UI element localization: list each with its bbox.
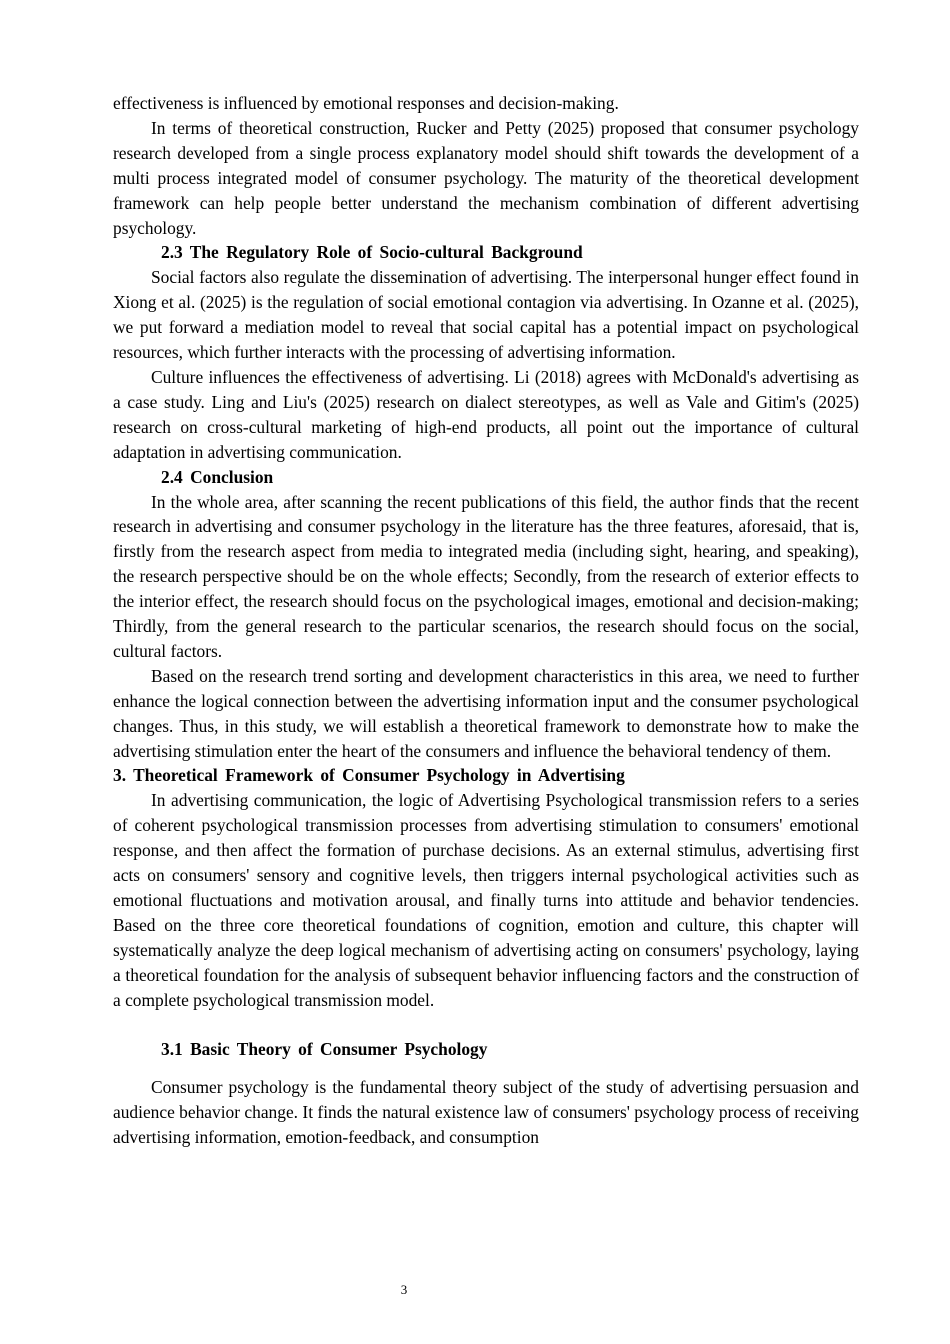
paragraph-conclusion: In the whole area, after scanning the recent publications of this field, the author finds that the recent research in advertising and consumer psychology in the literature has the three features, aforesaid, that is, firstly from the research aspect from media to integrated media (including sight, hearing, and speaking), the research perspective should be on the whole effects; Secondly, from the research of exterior effects to the interior effect, the research should focus on the psychological images, emotional and decision-making; Thirdly, from the general research to the particular scenarios, the research should focus on the social, cultural factors. (113, 491, 859, 661)
paragraph-continuation: effectiveness is influenced by emotional responses and decision-making. (113, 93, 619, 113)
section-heading-3-1: 3.1 Basic Theory of Consumer Psychology (161, 1038, 488, 1059)
section-heading-2-3: 2.3 The Regulatory Role of Socio-cultural Background (161, 242, 583, 263)
section-heading-3: 3. Theoretical Framework of Consumer Psychology in Advertising (113, 765, 625, 786)
paragraph-theoretical-construction: In terms of theoretical construction, Rucker and Petty (2025) proposed that consumer psychology research developed from a single process explanatory model should shift towards the development of a multi process integrated model of consumer psychology. The maturity of the theoretical development framework can help people better understand the mechanism combination of different advertising psychology. (113, 117, 859, 238)
paragraph-research-trend: Based on the research trend sorting and development characteristics in this area, we need to further enhance the logical connection between the advertising information input and the consumer psychological changes. Thus, in this study, we will establish a theoretical framework to demonstrate how to make the advertising stimulation enter the heart of the consumers and influence the behavioral tendency of them. (113, 665, 859, 761)
paragraph-social-factors: Social factors also regulate the dissemination of advertising. The interpersonal hunger effect found in Xiong et al. (2025) is the regulation of social emotional contagion via advertising. In Ozanne et al. (2025), we put forward a mediation model to reveal that social capital has a potential impact on psychological resources, which further interacts with the processing of advertising information. (113, 267, 859, 363)
paragraph-culture: Culture influences the effectiveness of advertising. Li (2018) agrees with McDonald's advertising as a case study. Ling and Liu's (2025) research on dialect stereotypes, as well as Vale and Gitim's (2025) research on cross-cultural marketing of high-end products, all point out the importance of cultural adaptation in advertising communication. (113, 366, 859, 462)
page-number: 3 (400, 1282, 408, 1297)
section-heading-2-4: 2.4 Conclusion (161, 466, 274, 487)
paragraph-advertising-communication: In advertising communication, the logic of Advertising Psychological transmission refers to a series of coherent psychological transmission processes from advertising stimulation to consumers' emotional response, and then affect the formation of purchase decisions. As an external stimulus, advertising first acts on consumers' sensory and cognitive levels, then triggers internal psychological activities such as emotional fluctuations and motivation arousal, and finally turns into attitude and behavior tendencies. Based on the three core theoretical foundations of cognition, emotion and culture, this chapter will systematically analyze the deep logical mechanism of advertising acting on consumers' psychology, laying a theoretical foundation for the analysis of subsequent behavior influencing factors and the construction of a complete psychological transmission model. (113, 790, 859, 1010)
document-page (113, 91, 859, 1150)
paragraph-consumer-psychology: Consumer psychology is the fundamental theory subject of the study of advertising persuasion and audience behavior change. It finds the natural existence law of consumers' psychology process of receiving advertising information, emotion-feedback, and consumption (113, 1077, 859, 1148)
